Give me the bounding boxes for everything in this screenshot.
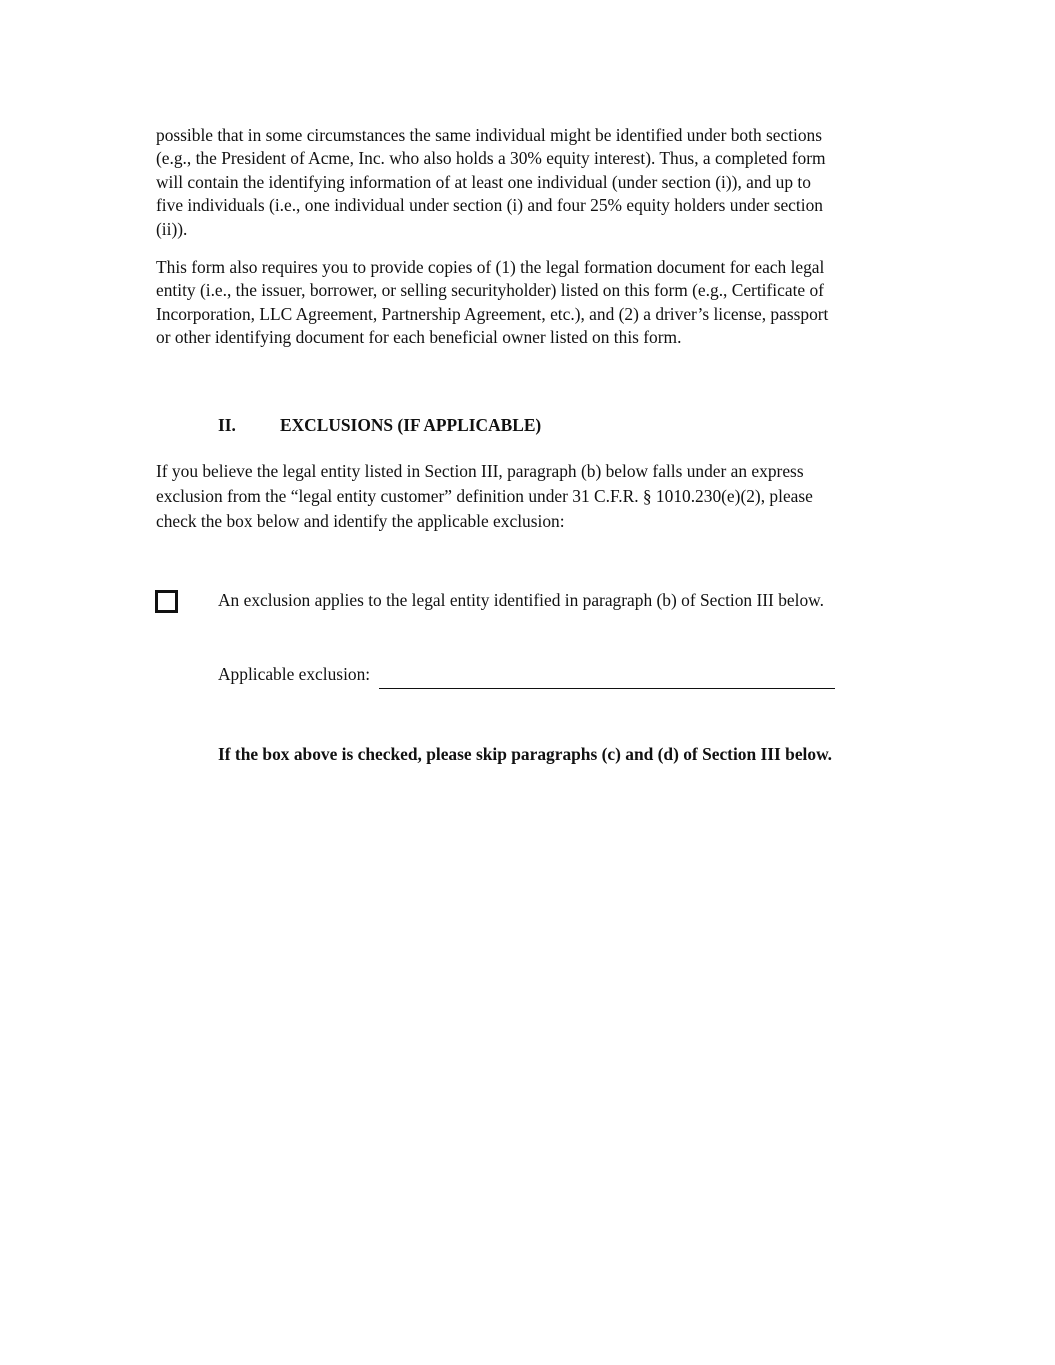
paragraph-line: will contain the identifying information of at least one individual (under section (i)), and up to [156,171,811,192]
paragraph-line: (ii)). [156,218,188,239]
paragraph-line: entity (i.e., the issuer, borrower, or selling securityholder) listed on this form (e.g., Certificate of [156,280,824,301]
exclusion-checkbox[interactable] [155,590,178,613]
applicable-exclusion-label: Applicable exclusion: [218,664,371,684]
paragraph-line: or other identifying document for each beneficial owner listed on this form. [156,327,682,348]
exclusions-paragraph [156,459,901,533]
paragraph-line: (e.g., the President of Acme, Inc. who also holds a 30% equity interest). Thus, a completed form [156,148,826,169]
paragraph-line: Incorporation, LLC Agreement, Partnership Agreement, etc.), and (2) a driver’s license, passport [156,303,829,324]
paragraph-line: If you believe the legal entity listed in Section III, paragraph (b) below falls under an express [156,461,804,481]
applicable-exclusion-field[interactable] [379,668,835,689]
intro-paragraph [156,124,901,241]
paragraph-line: possible that in some circumstances the same individual might be identified under both sections [156,125,823,145]
section-heading [218,415,541,436]
paragraph-line: This form also requires you to provide copies of (1) the legal formation document for each legal [156,257,825,277]
paragraph-line: exclusion from the “legal entity customer” definition under 31 C.F.R. § 1010.230(e)(2), please [156,485,813,506]
exclusion-checkbox-label: An exclusion applies to the legal entity identified in paragraph (b) of Section III below. [218,590,824,610]
applicable-exclusion-row [218,664,835,686]
paragraph-line: five individuals (i.e., one individual under section (i) and four 25% equity holders under section [156,195,823,216]
paragraph-line: check the box below and identify the applicable exclusion: [156,510,565,531]
section-number: II. [218,415,236,435]
section-title: EXCLUSIONS (IF APPLICABLE) [280,415,542,435]
documents-paragraph [156,256,901,350]
skip-instruction: If the box above is checked, please skip paragraphs (c) and (d) of Section III below. [218,744,833,764]
